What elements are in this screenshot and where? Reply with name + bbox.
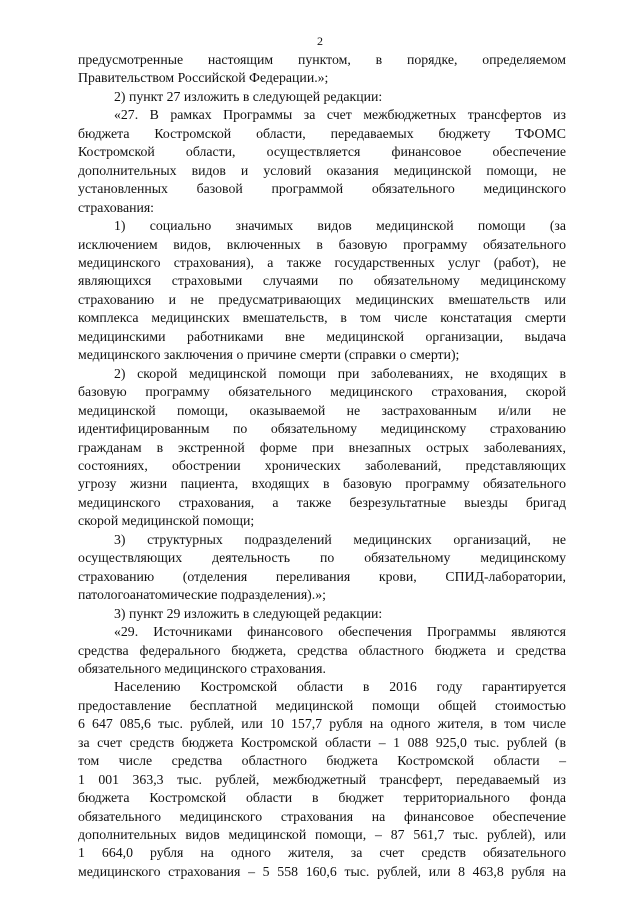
text-line: базовую программу обязательного медицинского страхования, скорой bbox=[78, 384, 566, 400]
text-line: 6 647 085,6 тыс. рублей, или 10 157,7 рубля на одного жителя, в том числе bbox=[78, 716, 566, 732]
text-line: медицинской помощи, оказываемой не застрахованным и/или не bbox=[78, 402, 566, 418]
text-line: 1 001 363,3 тыс. рублей, межбюджетный трансферт, передаваемый из bbox=[78, 771, 566, 787]
text-line: Населению Костромской области в 2016 году гарантируется bbox=[114, 679, 566, 695]
text-line: средства федерального бюджета, средства областного бюджета и средства bbox=[78, 642, 566, 658]
text-line: страхованию и не предусматривающих медицинских вмешательств или bbox=[78, 291, 566, 307]
text-line: 3) пункт 29 изложить в следующей редакции: bbox=[114, 605, 383, 621]
text-line: угрозу жизни пациента, входящих в базовую программу обязательного bbox=[78, 476, 566, 492]
text-line: медицинского страхования), а также государственных услуг (работ), не bbox=[78, 254, 566, 270]
text-line: гражданам в экстренной форме при внезапных острых заболеваниях, bbox=[78, 439, 566, 455]
text-line: медицинского страхования – 5 558 160,6 тыс. рублей, или 8 463,8 рубля на bbox=[78, 863, 566, 879]
text-line: «29. Источниками финансового обеспечения Программы являются bbox=[114, 624, 566, 640]
text-line: состояниях, обострении хронических заболеваний, представляющих bbox=[78, 457, 566, 473]
text-line: дополнительных видов медицинской помощи, – 87 561,7 тыс. рублей), или bbox=[78, 827, 566, 843]
text-line: за счет средств бюджета Костромской области – 1 088 925,0 тыс. рублей (в bbox=[78, 734, 566, 750]
text-line: дополнительных видов и условий оказания медицинской помощи, не bbox=[78, 162, 566, 178]
document-body bbox=[78, 51, 566, 881]
text-line: том числе средства областного бюджета Костромской области – bbox=[78, 753, 566, 769]
text-line: 3) структурных подразделений медицинских организаций, не bbox=[114, 531, 566, 547]
text-line: 2) пункт 27 изложить в следующей редакции: bbox=[114, 88, 383, 104]
text-line: патологоанатомические подразделения).»; bbox=[78, 587, 326, 603]
text-line: страхования: bbox=[78, 199, 155, 215]
text-line: обязательного медицинского страхования на финансовое обеспечение bbox=[78, 808, 566, 824]
text-line: осуществляющих деятельность по обязательному медицинскому bbox=[78, 550, 566, 566]
text-line: медицинского страхования, а также безрезультатные выезды бригад bbox=[78, 494, 566, 510]
text-line: 1) социально значимых видов медицинской помощи (за bbox=[114, 218, 566, 234]
page-number: 2 bbox=[317, 34, 323, 48]
text-line: Правительством Российской Федерации.»; bbox=[78, 70, 329, 86]
text-line: скорой медицинской помощи; bbox=[78, 513, 255, 529]
text-line: идентифицированным по обязательному медицинскому страхованию bbox=[78, 421, 566, 437]
text-line: обязательного медицинского страхования. bbox=[78, 660, 326, 676]
text-line: бюджета Костромской области, передаваемых бюджету ТФОМС bbox=[78, 125, 566, 141]
text-line: бюджета Костромской области в бюджет территориального фонда bbox=[78, 790, 566, 806]
text-line: комплекса медицинских вмешательств, в том числе констатация смерти bbox=[78, 310, 566, 326]
text-line: медицинскими работниками вне медицинской организации, выдача bbox=[78, 328, 566, 344]
text-line: предусмотренные настоящим пунктом, в порядке, определяемом bbox=[78, 52, 566, 67]
text-line: 2) скорой медицинской помощи при заболеваниях, не входящих в bbox=[114, 365, 566, 381]
text-line: страхованию (отделения переливания крови, СПИД-лаборатории, bbox=[78, 568, 566, 584]
text-line: 1 664,0 рубля на одного жителя, за счет средств обязательного bbox=[78, 845, 566, 861]
text-line: медицинского заключения о причине смерти (справки о смерти); bbox=[78, 347, 460, 363]
text-line: являющихся страховыми случаями по обязательному медицинскому bbox=[78, 273, 566, 289]
text-line: «27. В рамках Программы за счет межбюджетных трансфертов из bbox=[114, 107, 566, 123]
text-line: предоставление бесплатной медицинской помощи общей стоимостью bbox=[78, 697, 566, 713]
text-line: исключением видов, включенных в базовую программу обязательного bbox=[78, 236, 566, 252]
text-line: установленных базовой программой обязательного медицинского bbox=[78, 181, 566, 197]
text-line: Костромской области, осуществляется финансовое обеспечение bbox=[78, 144, 566, 160]
